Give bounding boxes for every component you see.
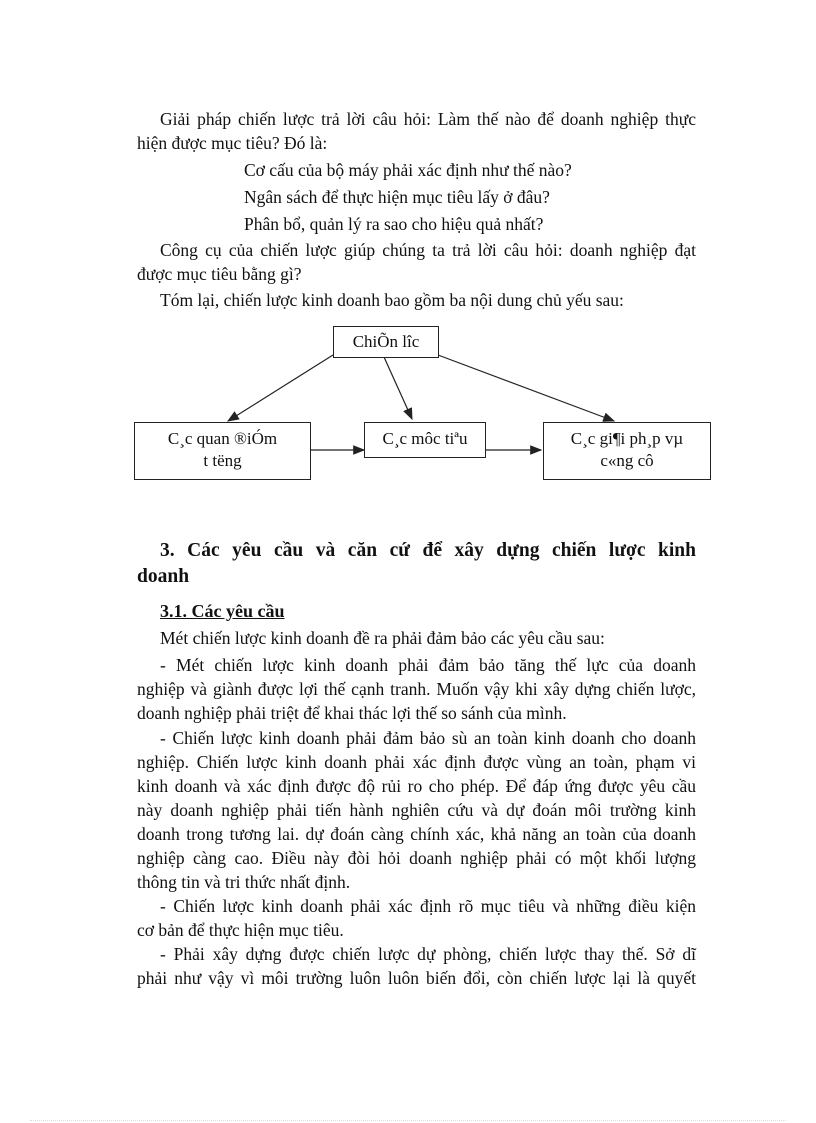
body-line: - Chiến lược kinh doanh phải xác định rõ mục tiêu và những điều kiện [160,896,696,916]
body-line: - Mét chiến lược kinh doanh phải đảm bảo tăng thế lực của doanh [160,655,696,675]
body-line: doanh trong tương lai. dự đoán càng chính xác, khả năng an toàn của doanh [137,824,696,844]
section-heading-line2: doanh [137,566,190,587]
diagram-box-viewpoints [134,422,311,480]
list-item: Ngân sách để thực hiện mục tiêu lấy ở đâu? [244,187,550,207]
body-line: nghiệp càng cao. Điều này đòi hỏi doanh nghiệp phải có một khối lượng [137,848,696,868]
body-line: nghiệp và giành được lợi thế cạnh tranh. Muốn vậy khi xây dựng chiến lược, [137,679,696,699]
diagram-box-viewpoints-line1: C¸c quan ®iÓm [167,429,278,448]
arrow-to-middle [384,357,412,419]
list-item: Cơ cấu của bộ máy phải xác định như thế nào? [244,160,572,180]
diagram-box-goals-label: C¸c môc tiªu [382,429,468,448]
intro-p1-line1: Giải pháp chiến lược trả lời câu hỏi: Làm thế nào để doanh nghiệp thực [160,109,696,129]
intro-p2-line1: Công cụ của chiến lược giúp chúng ta trả lời câu hỏi: doanh nghiệp đạt [160,240,696,260]
diagram-box-goals [364,422,486,458]
diagram-box-solutions-line1: C¸c gi¶i ph¸p vµ [570,429,684,448]
section-heading-line1: 3. Các yêu cầu và căn cứ để xây dựng chiến lược kinh [160,540,696,561]
body-line: thông tin và tri thức nhất định. [137,872,351,892]
body-line: nghiệp. Chiến lược kinh doanh phải xác định được vùng an toàn, phạm vi [137,752,696,772]
body-line: Mét chiến lược kinh doanh đề ra phải đảm bảo các yêu cầu sau: [160,628,605,648]
body-line: - Chiến lược kinh doanh phải đảm bảo sù an toàn kinh doanh cho doanh [160,728,696,748]
diagram-box-strategy [333,326,439,358]
body-line: phải như vậy vì môi trường luôn luôn biến đổi, còn chiến lược lại là quyết [137,968,696,988]
diagram-box-viewpoints-line2: t tëng [203,451,242,470]
body-line: này doanh nghiệp phải tiến hành nghiên cứu và dự đoán môi trường kinh [137,800,696,820]
body-line: kinh doanh và xác định được độ rủi ro cho phép. Để đáp ứng được yêu cầu [137,776,696,796]
intro-p3: Tóm lại, chiến lược kinh doanh bao gồm ba nội dung chủ yếu sau: [160,290,624,310]
page-bottom-divider [30,1120,786,1121]
intro-p2-line2: được mục tiêu bằng gì? [137,264,302,284]
arrow-to-right [438,355,614,421]
arrow-to-left [228,355,333,421]
body-line: - Phải xây dựng được chiến lược dự phòng, chiến lược thay thế. Sở dĩ [160,944,696,964]
sub-heading: 3.1. Các yêu cầu [160,601,285,621]
diagram-box-solutions-line2: c«ng cô [600,451,654,470]
diagram-box-solutions [543,422,711,480]
intro-p1-line2: hiện được mục tiêu? Đó là: [137,133,328,153]
body-line: cơ bản để thực hiện mục tiêu. [137,920,344,940]
body-line: doanh nghiệp phải triệt để khai thác lợi thế so sánh của mình. [137,703,567,723]
diagram-box-strategy-label: ChiÕn lîc [352,332,420,351]
list-item: Phân bổ, quản lý ra sao cho hiệu quả nhất? [244,214,544,234]
